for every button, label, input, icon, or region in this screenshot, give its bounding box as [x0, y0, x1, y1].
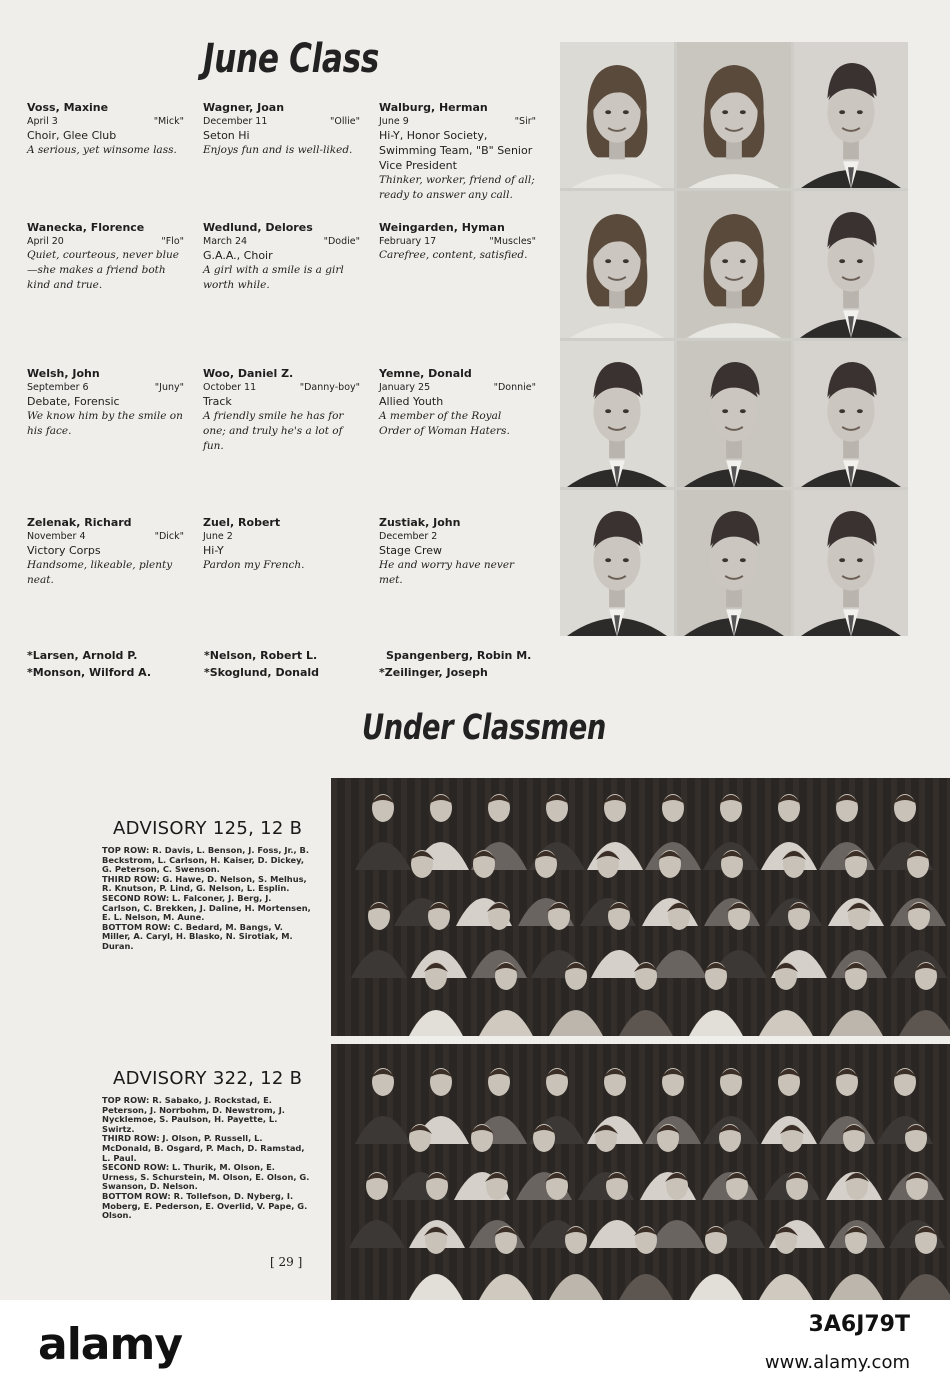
senior-quote: Pardon my French.: [203, 559, 305, 571]
senior-entry: [379, 221, 536, 263]
senior-birthday: [27, 115, 184, 128]
senior-portrait: [677, 490, 791, 636]
senior-quote: Carefree, content, satisfied.: [379, 249, 528, 261]
senior-nickname: "Mick": [153, 116, 184, 127]
unpictured-name: Spangenberg, Robin M.: [386, 649, 532, 662]
senior-nickname: "Dodie": [323, 236, 360, 247]
alamy-logo: alamy: [38, 1319, 182, 1370]
senior-name: Woo, Daniel Z.: [203, 367, 294, 380]
roster-row: THIRD ROW: G. Hawe, D. Nelson, S. Melhus, R. Knutson, P. Lind, G. Nelson, L. Esplin.: [102, 873, 307, 894]
senior-portrait: [794, 341, 908, 487]
senior-name: Zustiak, John: [379, 516, 461, 529]
senior-portrait: [560, 42, 674, 188]
senior-quote: A girl with a smile is a girl worth while.: [203, 264, 344, 291]
senior-activities: Stage Crew: [379, 544, 443, 557]
senior-entry: [27, 101, 184, 158]
group-photo-advisory-125: [331, 778, 950, 1036]
advisory-roster: [102, 1096, 312, 1221]
senior-nickname: "Juny": [154, 382, 184, 393]
unpictured-name: *Larsen, Arnold P.: [27, 649, 138, 662]
senior-nickname: "Danny-boy": [299, 382, 360, 393]
senior-entry: [203, 516, 360, 573]
senior-entry: [203, 221, 360, 293]
birth-date: March 24: [203, 236, 248, 247]
birth-date: November 4: [27, 531, 86, 542]
senior-activities: Hi-Y, Honor Society, Swimming Team, "B" Senior Vice President: [379, 129, 533, 172]
senior-portrait: [794, 191, 908, 337]
stock-footer: [0, 1300, 950, 1390]
senior-activities: Hi-Y: [203, 544, 224, 557]
senior-nickname: "Dick": [154, 531, 184, 542]
senior-entry: [379, 101, 536, 203]
unpictured-name: *Zeilinger, Joseph: [379, 666, 488, 679]
senior-birthday: [203, 235, 360, 248]
senior-portrait: [677, 191, 791, 337]
senior-activities: Victory Corps: [27, 544, 101, 557]
senior-name: Zuel, Robert: [203, 516, 281, 529]
senior-birthday: [203, 381, 360, 394]
senior-entry: [379, 516, 536, 588]
senior-portrait: [560, 341, 674, 487]
senior-quote: Handsome, likeable, plenty neat.: [27, 559, 173, 586]
senior-activities: Choir, Glee Club: [27, 129, 117, 142]
senior-portrait: [677, 42, 791, 188]
senior-birthday: [203, 115, 360, 128]
roster-row: BOTTOM ROW: R. Tollefson, D. Nyberg, I. Moberg, E. Pederson, E. Overlid, V. Pape, G. Olson.: [102, 1190, 308, 1221]
birth-date: June 9: [379, 116, 409, 127]
senior-birthday: [203, 530, 360, 543]
birth-date: September 6: [27, 382, 89, 393]
senior-quote: He and worry have never met.: [379, 559, 515, 586]
advisory-title: ADVISORY 125, 12 B: [113, 818, 303, 839]
senior-quote: Enjoys fun and is well-liked.: [203, 144, 353, 156]
senior-portrait: [794, 490, 908, 636]
senior-entry: [27, 221, 184, 293]
roster-row: TOP ROW: R. Davis, L. Benson, J. Foss, Jr., B. Beckstrom, L. Carlson, H. Kaiser, D. Dickey, G. Peterson, C. Swenson.: [102, 845, 310, 875]
unpictured-col-3: [379, 647, 531, 681]
birth-date: December 11: [203, 116, 268, 127]
stock-url: www.alamy.com: [764, 1352, 910, 1373]
birth-date: June 2: [203, 531, 233, 542]
senior-nickname: "Ollie": [330, 116, 360, 127]
senior-birthday: [379, 115, 536, 128]
senior-name: Welsh, John: [27, 367, 100, 380]
senior-name: Weingarden, Hyman: [379, 221, 505, 234]
senior-activities: Track: [203, 395, 232, 408]
senior-quote: A friendly smile he has for one; and truly he's a lot of fun.: [203, 410, 344, 452]
senior-name: Voss, Maxine: [27, 101, 109, 114]
roster-row: TOP ROW: R. Sabako, J. Rockstad, E. Peterson, J. Norrbohm, D. Newstrom, J. Nycklemoe, S. Paulson, H. Payette, L. Swirtz.: [102, 1095, 285, 1134]
senior-birthday: [379, 381, 536, 394]
unpictured-name: *Skoglund, Donald: [204, 666, 320, 679]
senior-entry: [27, 516, 184, 588]
senior-birthday: [379, 530, 536, 543]
under-classmen-title: Under Classmen: [362, 708, 606, 748]
advisory-title: ADVISORY 322, 12 B: [113, 1068, 303, 1089]
senior-quote: A member of the Royal Order of Woman Haters.: [379, 410, 510, 437]
senior-portrait: [794, 42, 908, 188]
birth-date: October 11: [203, 382, 257, 393]
senior-birthday: [379, 235, 536, 248]
roster-row: BOTTOM ROW: C. Bedard, M. Bangs, V. Miller, A. Caryl, H. Blasko, N. Sirotiak, M. Duran.: [102, 921, 293, 951]
senior-name: Wanecka, Florence: [27, 221, 145, 234]
senior-quote: We know him by the smile on his face.: [27, 410, 183, 437]
portrait-grid: [560, 42, 908, 636]
senior-name: Walburg, Herman: [379, 101, 488, 114]
birth-date: April 20: [27, 236, 64, 247]
senior-portrait: [560, 490, 674, 636]
senior-nickname: "Muscles": [489, 236, 536, 247]
unpictured-name: *Nelson, Robert L.: [204, 649, 318, 662]
roster-row: THIRD ROW: J. Olson, P. Russell, L. McDonald, B. Osgard, P. Mach, D. Ramstad, L. Paul.: [102, 1133, 305, 1163]
senior-activities: Seton Hi: [203, 129, 250, 142]
unpictured-col-1: [27, 647, 151, 681]
senior-portrait: [560, 191, 674, 337]
senior-quote: Thinker, worker, friend of all; ready to answer any call.: [379, 174, 535, 201]
unpictured-col-2: [204, 647, 319, 681]
birth-date: April 3: [27, 116, 58, 127]
senior-name: Yemne, Donald: [379, 367, 472, 380]
senior-entry: [203, 101, 360, 158]
senior-nickname: "Sir": [514, 116, 536, 127]
senior-activities: Allied Youth: [379, 395, 444, 408]
senior-quote: Quiet, courteous, never blue —she makes a friend both kind and true.: [27, 249, 179, 291]
senior-nickname: "Flo": [161, 236, 184, 247]
roster-row: SECOND ROW: L. Thurik, M. Olson, E. Urness, S. Schurstein, M. Olson, E. Olson, G. Swanson, D. Nelson.: [102, 1162, 310, 1192]
page-number: [ 29 ]: [270, 1255, 303, 1269]
senior-name: Zelenak, Richard: [27, 516, 132, 529]
senior-name: Wedlund, Delores: [203, 221, 313, 234]
group-photo-advisory-322: [331, 1044, 950, 1300]
june-class-title: June Class: [203, 36, 379, 82]
senior-birthday: [27, 381, 184, 394]
senior-portrait: [677, 341, 791, 487]
birth-date: February 17: [379, 236, 437, 247]
senior-name: Wagner, Joan: [203, 101, 285, 114]
senior-quote: A serious, yet winsome lass.: [27, 144, 177, 156]
unpictured-name: *Monson, Wilford A.: [27, 666, 152, 679]
senior-activities: G.A.A., Choir: [203, 249, 273, 262]
birth-date: January 25: [379, 382, 431, 393]
senior-birthday: [27, 530, 184, 543]
senior-birthday: [27, 235, 184, 248]
senior-entry: [379, 367, 536, 439]
advisory-roster: [102, 846, 312, 952]
senior-nickname: "Donnie": [493, 382, 536, 393]
roster-row: SECOND ROW: L. Falconer, J. Berg, J. Carlson, C. Brekken, J. Daline, H. Mortensen, E. L. Nelson, M. Aune.: [102, 892, 311, 923]
senior-entry: [27, 367, 184, 439]
senior-activities: Debate, Forensic: [27, 395, 120, 408]
senior-entry: [203, 367, 360, 454]
birth-date: December 2: [379, 531, 438, 542]
image-id: 3A6J79T: [808, 1312, 910, 1337]
